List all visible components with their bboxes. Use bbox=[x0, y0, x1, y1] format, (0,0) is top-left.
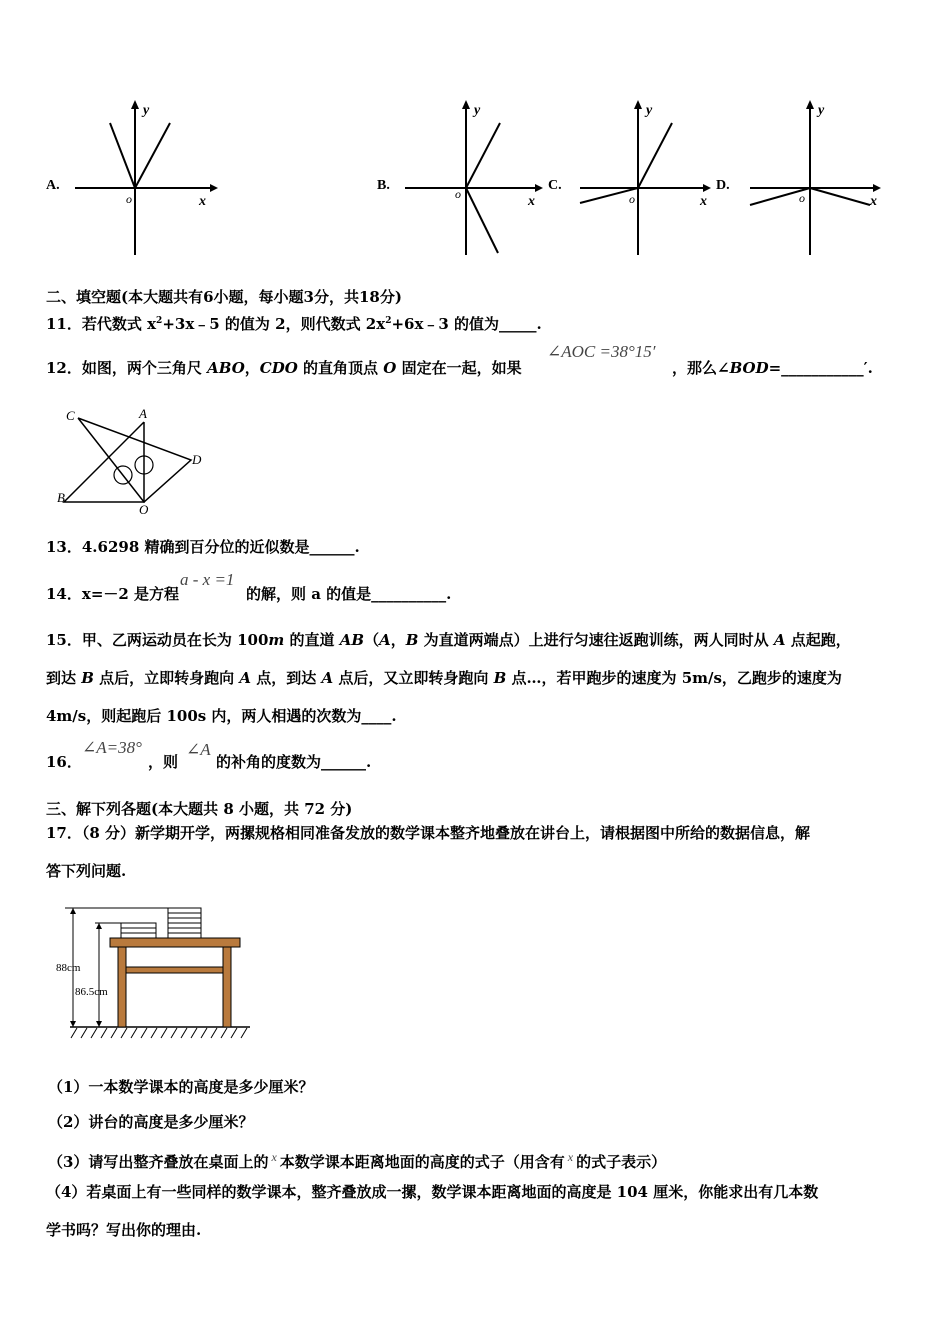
q17-part-2: （2）讲台的高度是多少厘米？ bbox=[48, 1113, 254, 1131]
q12-formula: ∠AOC =38°15′ bbox=[547, 342, 656, 361]
question-13: 13．4.6298 精确到百分位的近似数是______. bbox=[46, 538, 360, 556]
question-12-tail: ，那么∠BOD=___________′. bbox=[672, 359, 873, 377]
question-14: 14．x=－2 是方程 bbox=[46, 585, 180, 603]
label-88cm: 88cm bbox=[56, 962, 81, 974]
graph-c-y-label: y bbox=[646, 103, 653, 118]
label-c: C bbox=[66, 408, 75, 423]
graph-b-x-label: x bbox=[528, 194, 535, 209]
q14-formula: a - x =1 bbox=[180, 570, 235, 589]
question-15-line-3: 4m/s，则起跑后 100s 内，两人相遇的次数为____. bbox=[46, 707, 397, 725]
q12-triangle-figure bbox=[55, 400, 215, 515]
q17-lectern-figure bbox=[55, 900, 265, 1045]
question-16-tail: 的补角的度数为______. bbox=[216, 753, 372, 771]
label-o: O bbox=[139, 502, 149, 515]
graph-a-x-label: x bbox=[199, 194, 206, 209]
q17-part-3: （3）请写出整齐叠放在桌面上的 $^x$ 本数学课本距离地面的高度的式子（用含有 $^x$ 的式子表示） bbox=[48, 1150, 667, 1171]
question-12: 12．如图，两个三角尺 ABO，CDO 的直角顶点 O 固定在一起，如果 bbox=[46, 359, 522, 377]
label-b: B bbox=[57, 490, 65, 505]
graph-d bbox=[745, 95, 895, 260]
graph-c-x-label: x bbox=[700, 194, 707, 209]
option-a-label: A. bbox=[46, 178, 60, 193]
question-15-line-1: 15．甲、乙两运动员在长为 100m 的直道 AB（A，B 为直道两端点）上进行匀速往返跑训练，两人同时从 A 点起跑， bbox=[46, 631, 851, 649]
graph-a bbox=[70, 95, 220, 260]
question-17-line-1: 17．（8 分）新学期开学，两摞规格相同准备发放的数学课本整齐地叠放在讲台上，请根据图中所给的数据信息，解 bbox=[46, 824, 811, 842]
q17-part-4-line-2: 学书吗？写出你的理由. bbox=[46, 1221, 202, 1239]
question-15-line-2: 到达 B 点后，立即转身跑向 A 点，到达 A 点后，又立即转身跑向 B 点…，若甲跑步的速度为 5m/s，乙跑步的速度为 bbox=[46, 669, 842, 687]
q16-formula-2: ∠A bbox=[186, 740, 211, 759]
option-c-label: C. bbox=[548, 178, 562, 193]
graph-d-x-label: x bbox=[870, 194, 877, 209]
question-17-line-2: 答下列问题. bbox=[46, 862, 127, 880]
graph-a-origin-label: o bbox=[126, 192, 132, 206]
q16-formula-1: ∠A=38° bbox=[82, 738, 142, 757]
graph-d-y-label: y bbox=[818, 103, 825, 118]
label-86-5cm: 86.5cm bbox=[75, 986, 108, 998]
option-d-label: D. bbox=[716, 178, 730, 193]
graph-b-origin-label: o bbox=[455, 187, 461, 201]
q17-part-4-line-1: （4）若桌面上有一些同样的数学课本，整齐叠放成一摞，数学课本距离地面的高度是 104 厘米，你能求出有几本数 bbox=[46, 1183, 819, 1201]
option-b-label: B. bbox=[377, 178, 390, 193]
question-14-tail: 的解，则 a 的值是__________. bbox=[246, 585, 452, 603]
graph-c-origin-label: o bbox=[629, 192, 635, 206]
graph-b-y-label: y bbox=[474, 103, 481, 118]
graph-c bbox=[575, 95, 725, 260]
label-d: D bbox=[192, 452, 202, 467]
label-a: A bbox=[139, 406, 147, 421]
section-3-heading: 三、解下列各题(本大题共 8 小题，共 72 分) bbox=[46, 800, 353, 818]
graph-b bbox=[400, 95, 550, 260]
question-16: 16． bbox=[46, 753, 82, 771]
question-11: 11．若代数式 $x^2+3x﹣5$ 的值为 2，则代数式 $2x^2+6x﹣3$ 的值为_____. bbox=[46, 315, 542, 333]
q17-part-1: （1）一本数学课本的高度是多少厘米？ bbox=[48, 1078, 314, 1096]
section-2-heading: 二、填空题(本大题共有6小题，每小题3分，共18分) bbox=[46, 288, 402, 306]
graph-a-y-label: y bbox=[143, 103, 150, 118]
graph-d-origin-label: o bbox=[799, 191, 805, 205]
question-16-mid: ，则 bbox=[148, 753, 179, 771]
